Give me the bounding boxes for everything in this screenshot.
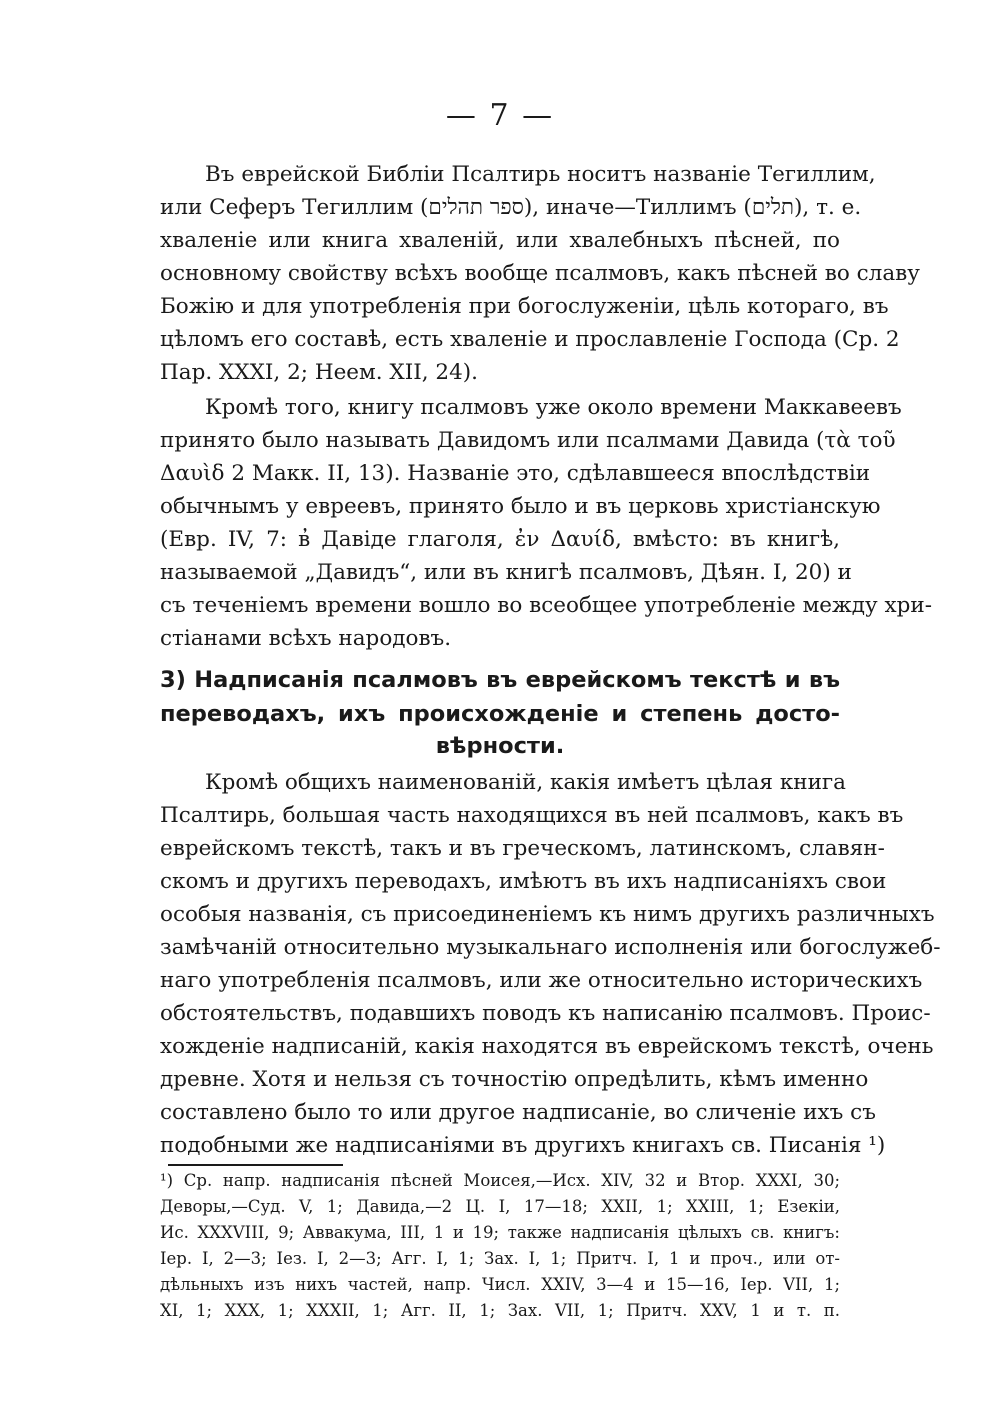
text-line: замѣчаній относительно музыкальнаго исполненія или богослужеб- xyxy=(160,935,941,960)
heading-line: вѣрности. xyxy=(435,733,565,759)
footnote-line: дѣльныхъ изъ нихъ частей, напр. Числ. XXIV, 3—4 и 15—16, Іер. VII, 1; xyxy=(160,1275,840,1294)
text-line: хожденіе надписаній, какія находятся въ еврейскомъ текстѣ, очень xyxy=(160,1034,934,1059)
text-line: цѣломъ его составѣ, есть хваленіе и прославленіе Господа (Ср. 2 xyxy=(160,327,900,352)
text-line: называемой „Давидъ“, или въ книгѣ псалмовъ, Дѣян. I, 20) и xyxy=(160,560,852,585)
text-line: Въ еврейской Библіи Псалтирь носитъ названіе Тегиллим, xyxy=(205,162,876,187)
text-line: Δαυὶδ 2 Макк. II, 13). Названіе это, сдѣлавшееся впослѣдствіи xyxy=(160,461,871,486)
text-line: обычнымъ у евреевъ, принято было и въ церковь христіанскую xyxy=(160,494,881,519)
text-line: еврейскомъ текстѣ, такъ и въ греческомъ, латинскомъ, славян- xyxy=(160,836,885,861)
footnote-line: Деворы,—Суд. V, 1; Давида,—2 Ц. I, 17—18; XXII, 1; XXIII, 1; Езекіи, xyxy=(160,1197,840,1216)
footnote-line: Іер. I, 2—3; Іез. I, 2—3; Агг. I, 1; Зах. I, 1; Притч. I, 1 и проч., или от- xyxy=(160,1249,840,1268)
text-line: наго употребленія псалмовъ, или же относительно историческихъ xyxy=(160,968,923,993)
text-line: (Евр. IV, 7: в̓ Давіде глаголя, ἐν Δαυίδ, вмѣсто: въ книгѣ, xyxy=(160,527,840,552)
heading-line: переводахъ, ихъ происхожденіе и степень досто- xyxy=(160,701,840,727)
text-line: подобными же надписаніями въ другихъ книгахъ св. Писанія ¹) xyxy=(160,1133,886,1158)
text-line: основному свойству всѣхъ вообще псалмовъ, какъ пѣсней во славу xyxy=(160,261,920,286)
text-line: древне. Хотя и нельзя съ точностію опредѣлить, кѣмъ именно xyxy=(160,1067,869,1092)
text-line: или Сеферъ Тегиллим (ספר תהלים), иначе—Тиллимъ (תלים), т. е. xyxy=(160,195,862,220)
text-line: составлено было то или другое надписаніе, во сличеніе ихъ съ xyxy=(160,1100,876,1125)
footnote-line: Ис. XXXVIII, 9; Аввакума, III, 1 и 19; также надписанія цѣлыхъ св. книгъ: xyxy=(160,1223,840,1242)
heading-line: 3) Надписанія псалмовъ въ еврейскомъ текстѣ и въ xyxy=(160,667,840,693)
footnote-line: XI, 1; XXX, 1; XXXII, 1; Агг. II, 1; Зах. VII, 1; Притч. XXV, 1 и т. п. xyxy=(160,1301,840,1320)
text-line: съ теченіемъ времени вошло во всеобщее употребленіе между хри- xyxy=(160,593,933,618)
text-line: скомъ и другихъ переводахъ, имѣютъ въ ихъ надписаніяхъ свои xyxy=(160,869,887,894)
page-number: — 7 — xyxy=(445,98,555,133)
text-line: Псалтирь, большая часть находящихся въ ней псалмовъ, какъ въ xyxy=(160,803,904,828)
text-line: Божію и для употребленія при богослуженіи, цѣль котораго, въ xyxy=(160,294,889,319)
text-line: обстоятельствъ, подавшихъ поводъ къ написанію псалмовъ. Проис- xyxy=(160,1001,931,1026)
text-line: Кромѣ того, книгу псалмовъ уже около времени Маккавеевъ xyxy=(205,395,902,420)
text-line: принято было называть Давидомъ или псалмами Давида (τὰ τοῦ xyxy=(160,428,896,453)
text-line: Пар. XXXI, 2; Неем. XII, 24). xyxy=(160,360,478,385)
text-line: хваленіе или книга хваленій, или хвалебныхъ пѣсней, по xyxy=(160,228,840,253)
text-line: Кромѣ общихъ наименованій, какія имѣетъ цѣлая книга xyxy=(205,770,847,795)
footnote-line: ¹) Ср. напр. надписанія пѣсней Моисея,—Исх. XIV, 32 и Втор. XXXI, 30; xyxy=(160,1171,840,1190)
text-line: особыя названія, съ присоединеніемъ къ нимъ другихъ различныхъ xyxy=(160,902,935,927)
footnote-divider xyxy=(168,1164,343,1166)
text-line: стіанами всѣхъ народовъ. xyxy=(160,626,452,651)
